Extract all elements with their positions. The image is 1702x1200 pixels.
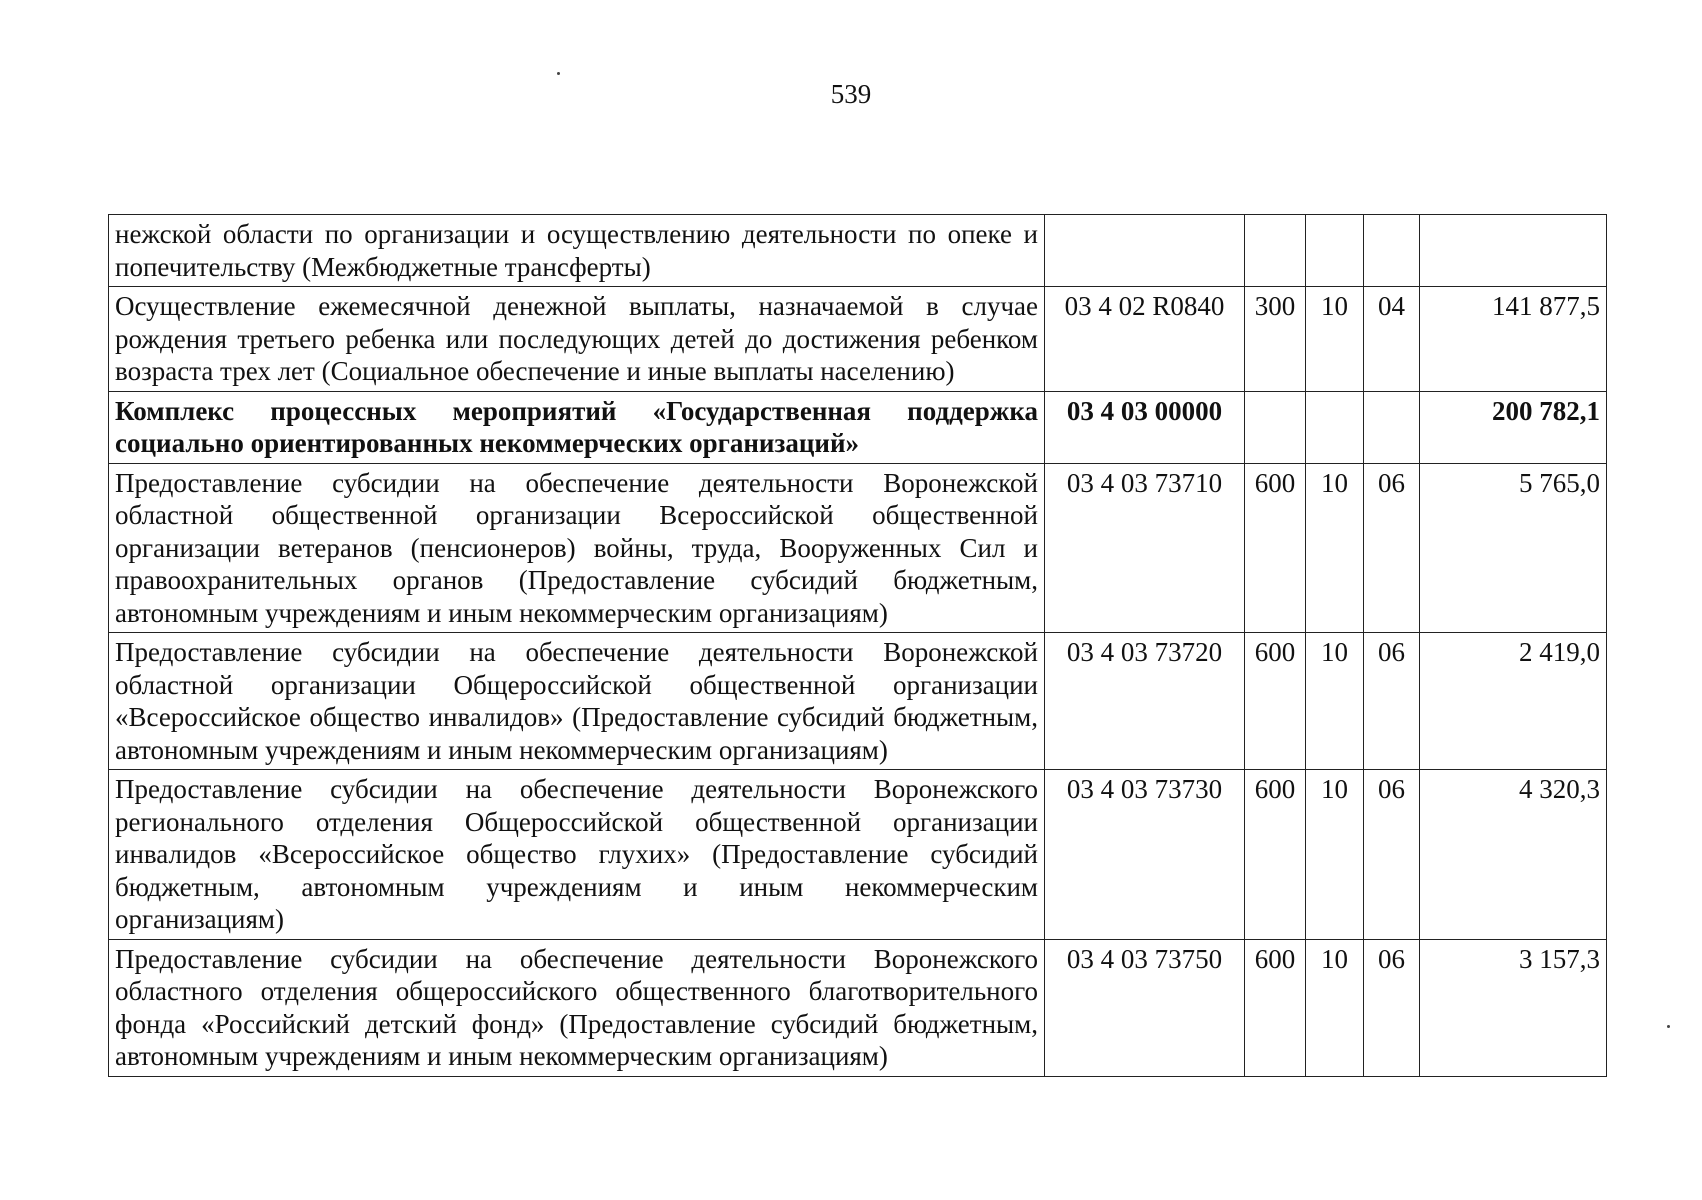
- row-section: 10: [1306, 939, 1364, 1076]
- row-expense-type: 600: [1245, 463, 1306, 633]
- row-amount: 4 320,3: [1420, 770, 1607, 940]
- table-row-bold: [109, 391, 1607, 463]
- row-section: 10: [1306, 633, 1364, 770]
- row-section: 10: [1306, 463, 1364, 633]
- row-amount: 141 877,5: [1420, 287, 1607, 392]
- row-target-code: 03 4 03 73750: [1045, 939, 1245, 1076]
- row-expense-type: 600: [1245, 770, 1306, 940]
- row-expense-type: [1245, 215, 1306, 287]
- row-target-code: [1045, 215, 1245, 287]
- row-description: Предоставление субсидии на обеспечение деятельности Воронежской областной организации Общероссийской общественной организации «Всероссийское общество инвалидов» (Предоставление субсидий бюджетным, автономным учреждениям и иным некоммерческим организациям): [109, 633, 1045, 770]
- row-section: [1306, 391, 1364, 463]
- scan-speck: [557, 72, 560, 75]
- table-row: [109, 633, 1607, 770]
- row-section: 10: [1306, 770, 1364, 940]
- row-expense-type: 300: [1245, 287, 1306, 392]
- row-amount: 5 765,0: [1420, 463, 1607, 633]
- row-target-code: 03 4 02 R0840: [1045, 287, 1245, 392]
- row-subsection: [1364, 391, 1420, 463]
- row-description: Осуществление ежемесячной денежной выплаты, назначаемой в случае рождения третьего ребенка или последующих детей до достижения ребенком возраста трех лет (Социальное обеспечение и иные выплаты населению): [109, 287, 1045, 392]
- page-number: 539: [830, 79, 872, 109]
- row-description: Предоставление субсидии на обеспечение деятельности Воронежского областного отделения общероссийского общественного благотворительного фонда «Российский детский фонд» (Предоставление субсидий бюджетным, автономным учреждениям и иным некоммерческим организациям): [109, 939, 1045, 1076]
- row-subsection: 06: [1364, 770, 1420, 940]
- scan-speck: [1667, 1025, 1670, 1028]
- table-row: [109, 287, 1607, 392]
- row-target-code: 03 4 03 73720: [1045, 633, 1245, 770]
- table-row: [109, 939, 1607, 1076]
- row-amount: [1420, 215, 1607, 287]
- row-target-code: 03 4 03 00000: [1045, 391, 1245, 463]
- table-row: [109, 770, 1607, 940]
- row-section: 10: [1306, 287, 1364, 392]
- row-expense-type: [1245, 391, 1306, 463]
- row-subsection: 06: [1364, 939, 1420, 1076]
- row-target-code: 03 4 03 73730: [1045, 770, 1245, 940]
- row-description: нежской области по организации и осуществлению деятельности по опеке и попечительству (Межбюджетные трансферты): [109, 215, 1045, 287]
- table-body: [109, 215, 1607, 1077]
- budget-table: [108, 214, 1607, 1077]
- row-description: Предоставление субсидии на обеспечение деятельности Воронежского регионального отделения Общероссийской общественной организации инвалидов «Всероссийское общество глухих» (Предоставление субсидий бюджетным, автономным учреждениям и иным некоммерческим организациям): [109, 770, 1045, 940]
- row-target-code: 03 4 03 73710: [1045, 463, 1245, 633]
- row-subsection: 06: [1364, 463, 1420, 633]
- row-subsection: 06: [1364, 633, 1420, 770]
- row-expense-type: 600: [1245, 939, 1306, 1076]
- row-amount: 2 419,0: [1420, 633, 1607, 770]
- row-amount: 200 782,1: [1420, 391, 1607, 463]
- row-subsection: [1364, 215, 1420, 287]
- row-amount: 3 157,3: [1420, 939, 1607, 1076]
- table-row: [109, 463, 1607, 633]
- row-expense-type: 600: [1245, 633, 1306, 770]
- row-description: Комплекс процессных мероприятий «Государственная поддержка социально ориентированных некоммерческих организаций»: [109, 391, 1045, 463]
- row-description: Предоставление субсидии на обеспечение деятельности Воронежской областной общественной организации Всероссийской общественной организации ветеранов (пенсионеров) войны, труда, Вооруженных Сил и правоохранительных органов (Предоставление субсидий бюджетным, автономным учреждениям и иным некоммерческим организациям): [109, 463, 1045, 633]
- row-section: [1306, 215, 1364, 287]
- row-subsection: 04: [1364, 287, 1420, 392]
- table-row: [109, 215, 1607, 287]
